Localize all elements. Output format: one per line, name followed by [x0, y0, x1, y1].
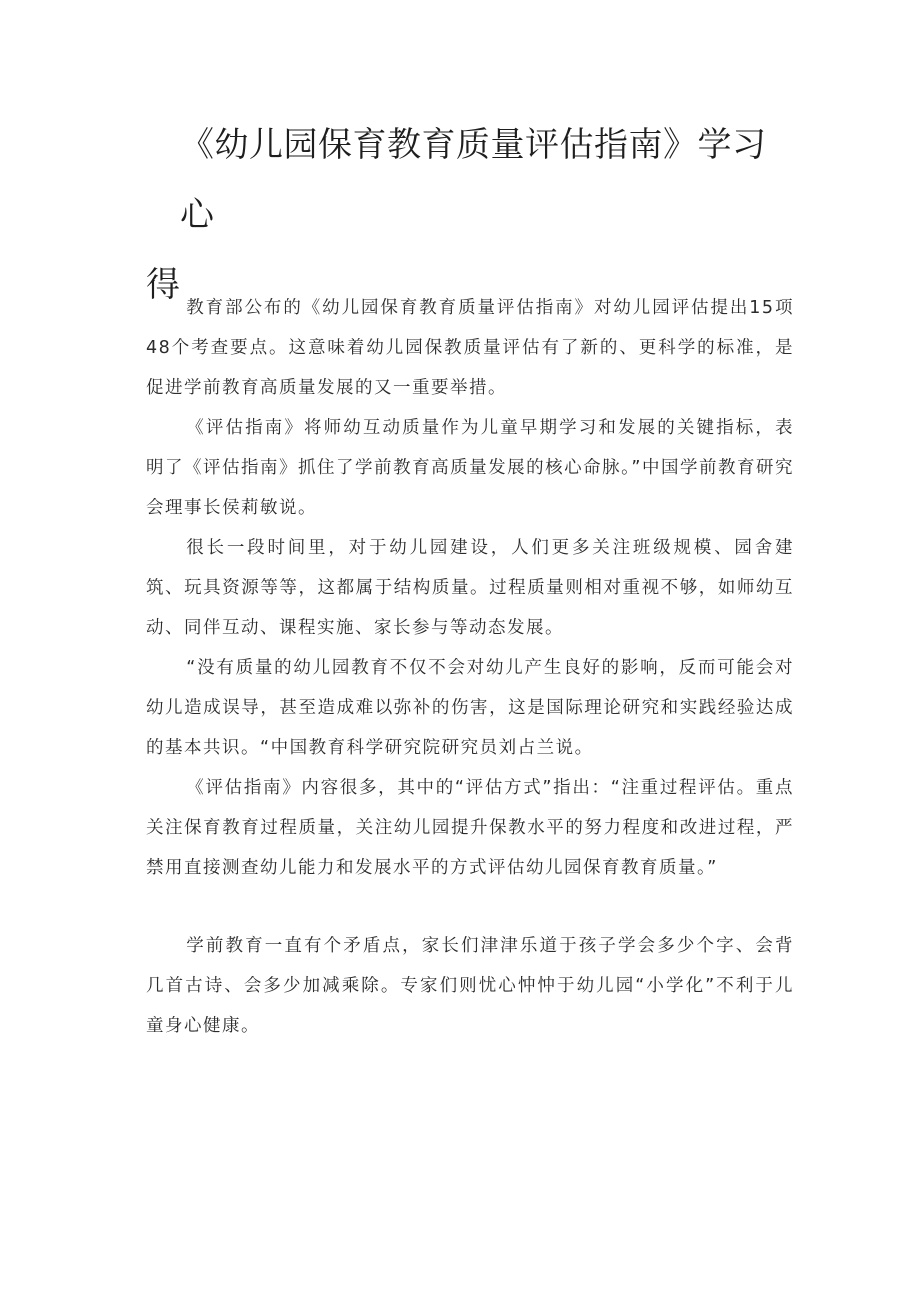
paragraph-gap: [146, 888, 794, 926]
paragraph-5: 《评估指南》内容很多，其中的“评估方式”指出：“注重过程评估。重点关注保育教育过程质量，关注幼儿园提升保教水平的努力程度和改进过程，严禁用直接测查幼儿能力和发展水平的方式评估幼儿园保育教育质量。”: [146, 778, 794, 878]
paragraph-2: 《评估指南》将师幼互动质量作为儿童早期学习和发展的关键指标，表明了《评估指南》抓住了学前教育高质量发展的核心命脉。”中国学前教育研究会理事长侯莉敏说。: [146, 418, 794, 518]
title-line-2: 得: [146, 265, 181, 305]
title-line-1: 《幼儿园保育教育质量评估指南》学习心: [180, 125, 767, 235]
document-body: [146, 288, 794, 1046]
paragraph-4: “没有质量的幼儿园教育不仅不会对幼儿产生良好的影响，反而可能会对幼儿造成误导，甚至造成难以弥补的伤害，这是国际理论研究和实践经验达成的基本共识。“中国教育科学研究院研究员刘占兰说。: [146, 658, 794, 758]
paragraph-3: 很长一段时间里，对于幼儿园建设，人们更多关注班级规模、园舍建筑、玩具资源等等，这都属于结构质量。过程质量则相对重视不够，如师幼互动、同伴互动、课程实施、家长参与等动态发展。: [146, 538, 794, 638]
paragraph-1: 教育部公布的《幼儿园保育教育质量评估指南》对幼儿园评估提出15项48个考查要点。这意味着幼儿园保教质量评估有了新的、更科学的标准，是促进学前教育高质量发展的又一重要举措。: [146, 298, 794, 398]
paragraph-6: 学前教育一直有个矛盾点，家长们津津乐道于孩子学会多少个字、会背几首古诗、会多少加减乘除。专家们则忧心忡忡于幼儿园“小学化”不利于儿童身心健康。: [146, 936, 794, 1036]
